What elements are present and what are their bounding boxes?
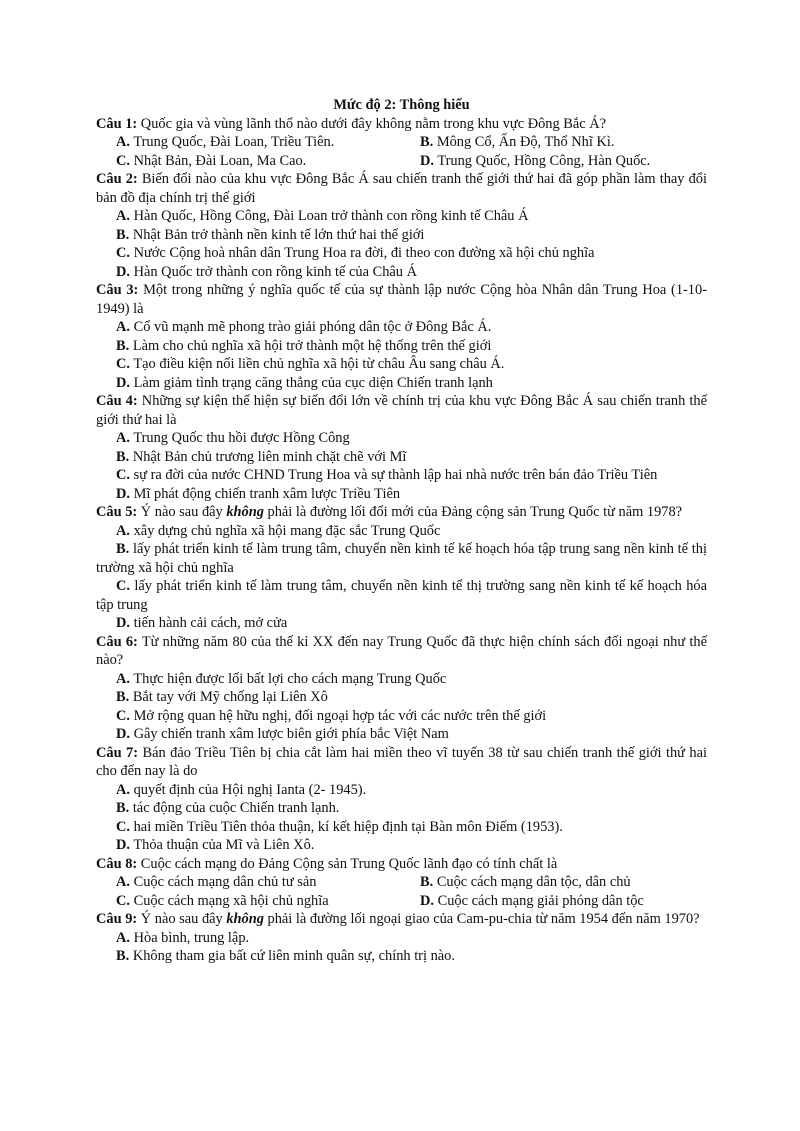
option-d: D. Làm giảm tình trạng căng thẳng của cục diện Chiến tranh lạnh — [116, 374, 493, 391]
question-label: Câu 2: — [96, 171, 138, 187]
question-8 — [96, 855, 707, 874]
question-6 — [96, 633, 707, 670]
option-b: B. tác động của cuộc Chiến tranh lạnh. — [116, 800, 340, 816]
option-a: A. Cổ vũ mạnh mẽ phong trào giải phóng dân tộc ở Đông Bắc Á. — [116, 319, 492, 335]
option-b: B. lấy phát triển kinh tế làm trung tâm, chuyển nền kinh tế kế hoạch hóa tập trung sang nền kinh tế thị trường xã hội chủ nghĩa — [96, 541, 707, 576]
question-text-emphasis: không — [226, 504, 264, 520]
question-5 — [96, 503, 707, 522]
question-text-pre: Ý nào sau đây — [140, 504, 227, 520]
option-c: C. Cuộc cách mạng xã hội chủ nghĩa — [116, 892, 329, 909]
question-label: Câu 4: — [96, 393, 138, 409]
option-c: C. lấy phát triển kinh tế làm trung tâm, chuyển nền kinh tế thị trường sang nền kinh tế kế hoạch hóa tập trung — [96, 578, 707, 613]
option-a: A. Trung Quốc thu hồi được Hồng Công — [116, 430, 350, 446]
option-c: C. Nước Cộng hoà nhân dân Trung Hoa ra đời, đi theo con đường xã hội chủ nghĩa — [116, 245, 595, 261]
options-row — [96, 133, 707, 152]
option-b: B. Mông Cổ, Ấn Độ, Thổ Nhĩ Kì. — [420, 134, 615, 150]
question-text: Cuộc cách mạng do Đảng Cộng sản Trung Quốc lãnh đạo có tính chất là — [140, 855, 558, 872]
option-d: D. Cuộc cách mạng giải phóng dân tộc — [420, 892, 644, 909]
question-7 — [96, 744, 707, 781]
options-row — [96, 873, 707, 892]
question-label: Câu 8: — [96, 855, 138, 872]
question-label: Câu 1: — [96, 115, 138, 132]
question-label: Câu 9: — [96, 911, 138, 927]
option-b: B. Bắt tay với Mỹ chống lại Liên Xô — [116, 689, 328, 705]
option-a: A. quyết định của Hội nghị Ianta (2- 1945). — [116, 781, 367, 798]
question-text: Một trong những ý nghĩa quốc tế của sự thành lập nước Cộng hòa Nhân dân Trung Hoa (1-10-1949) là — [96, 282, 707, 317]
question-4 — [96, 392, 707, 429]
question-text: Những sự kiện thể hiện sự biến đổi lớn về chính trị của khu vực Đông Bắc Á sau chiến tranh thế giới thứ hai là — [96, 393, 708, 428]
options-row — [96, 892, 707, 911]
option-a: A. xây dựng chủ nghĩa xã hội mang đặc sắc Trung Quốc — [116, 522, 441, 539]
question-text: Biến đổi nào của khu vực Đông Bắc Á sau chiến tranh thế giới thứ hai đã góp phần làm thay đổi bản đồ địa chính trị thế giới — [96, 171, 707, 206]
options-row — [96, 152, 707, 171]
option-c: C. hai miền Triều Tiên thỏa thuận, kí kết hiệp định tại Bàn môn Điếm (1953). — [116, 818, 563, 835]
option-d: D. Gây chiến tranh xâm lược biên giới phía bắc Việt Nam — [116, 726, 449, 742]
option-b: B. Làm cho chủ nghĩa xã hội trở thành một hệ thống trên thế giới — [116, 337, 492, 354]
option-b: B. Cuộc cách mạng dân tộc, dân chủ — [420, 874, 631, 890]
option-a: A. Hòa bình, trung lập. — [116, 929, 250, 946]
option-a: A. Thực hiện được lối bất lợi cho cách mạng Trung Quốc — [116, 670, 447, 687]
question-text-post: phải là đường lối ngoại giao của Cam-pu-chia từ năm 1954 đến năm 1970? — [263, 911, 700, 927]
option-a: A. Trung Quốc, Đài Loan, Triều Tiên. — [116, 134, 335, 150]
question-text-post: phải là đường lối đổi mới của Đảng cộng sản Trung Quốc từ năm 1978? — [263, 504, 683, 520]
option-d: D. Thỏa thuận của Mĩ và Liên Xô. — [116, 837, 315, 853]
option-c: C. sự ra đời của nước CHND Trung Hoa và sự thành lập hai nhà nước trên bán đảo Triều Tiên — [116, 467, 658, 483]
option-a: A. Cuộc cách mạng dân chủ tư sản — [116, 874, 317, 890]
option-c: C. Nhật Bản, Đài Loan, Ma Cao. — [116, 152, 307, 169]
option-b: B. Không tham gia bất cứ liên minh quân sự, chính trị nào. — [116, 948, 455, 964]
question-text: Quốc gia và vùng lãnh thổ nào dưới đây không nằm trong khu vực Đông Bắc Á? — [140, 115, 607, 132]
question-label: Câu 7: — [96, 744, 139, 761]
option-c: C. Mở rộng quan hệ hữu nghị, đối ngoại hợp tác với các nước trên thế giới — [116, 707, 547, 724]
question-2 — [96, 170, 707, 207]
question-text-emphasis: không — [226, 911, 264, 927]
option-c: C. Tạo điều kiện nối liền chủ nghĩa xã hội từ châu Âu sang châu Á. — [116, 356, 505, 372]
question-label: Câu 5: — [96, 504, 138, 520]
option-d: D. Hàn Quốc trở thành con rồng kinh tế của Châu Á — [116, 263, 417, 280]
question-label: Câu 3: — [96, 282, 139, 298]
option-a: A. Hàn Quốc, Hồng Công, Đài Loan trở thành con rồng kinh tế Châu Á — [116, 208, 529, 224]
option-b: B. Nhật Bản chủ trương liên minh chặt chẽ với Mĩ — [116, 448, 407, 465]
question-label: Câu 6: — [96, 633, 138, 650]
question-3 — [96, 281, 707, 318]
question-text: Bán đảo Triều Tiên bị chia cắt làm hai miền theo vĩ tuyến 38 từ sau chiến tranh thế giới thứ hai cho đến nay là do — [96, 744, 707, 779]
option-b: B. Nhật Bản trở thành nền kinh tế lớn thứ hai thế giới — [116, 226, 425, 243]
document-content — [96, 96, 707, 966]
question-text-pre: Ý nào sau đây — [140, 911, 227, 927]
question-text: Từ những năm 80 của thế kỉ XX đến nay Trung Quốc đã thực hiện chính sách đối ngoại như thế nào? — [96, 633, 707, 668]
section-title: Mức độ 2: Thông hiểu — [333, 97, 470, 113]
question-1 — [96, 115, 707, 134]
question-9 — [96, 910, 707, 929]
option-d: D. Trung Quốc, Hồng Công, Hàn Quốc. — [420, 152, 651, 169]
option-d: D. tiến hành cải cách, mở cửa — [116, 615, 288, 631]
option-d: D. Mĩ phát động chiến tranh xâm lược Triều Tiên — [116, 485, 401, 502]
